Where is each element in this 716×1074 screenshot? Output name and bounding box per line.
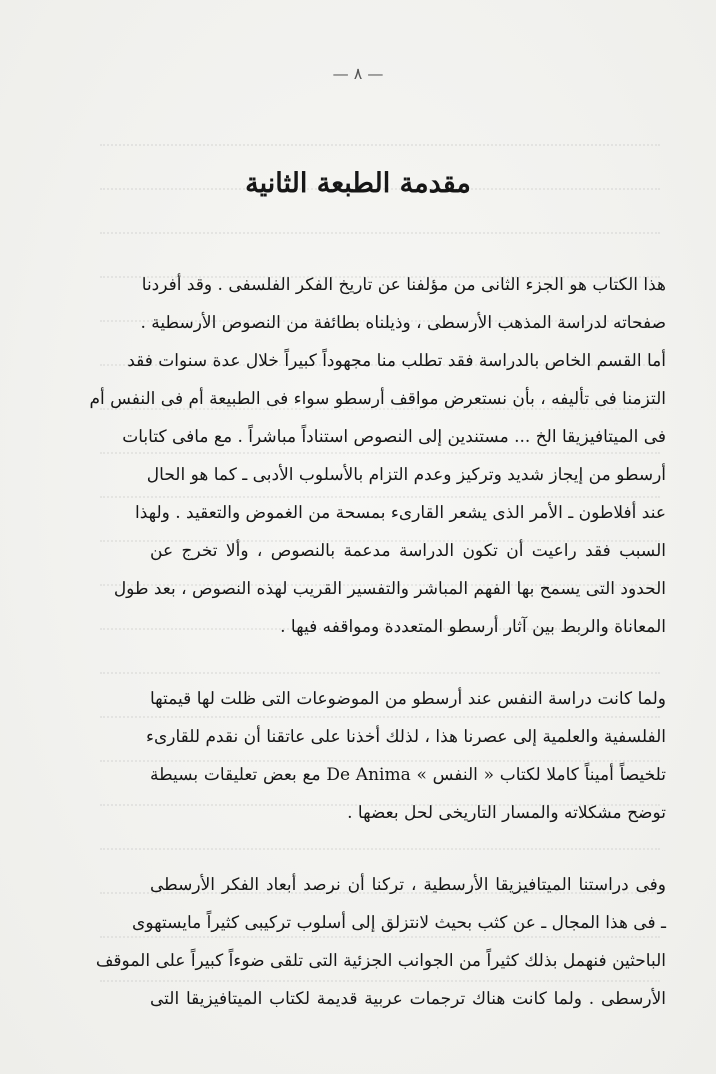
text-line: الأرسطى . ولما كانت هناك ترجمات عربية قديمة لكتاب الميتافيزيقا التى bbox=[150, 989, 666, 1009]
body-text bbox=[89, 266, 666, 1052]
page-title: مقدمة الطبعة الثانية bbox=[245, 168, 471, 199]
text-line: صفحاته لدراسة المذهب الأرسطى ، وذيلناه بطائفة من النصوص الأرسطية . bbox=[140, 313, 666, 333]
text-line: ـ فى هذا المجال ـ عن كثب بحيث لانتزلق إلى أسلوب تركيبى كثيراً مايستهوى bbox=[132, 913, 666, 933]
text-line: السبب فقد راعيت أن تكون الدراسة مدعمة بالنصوص ، وألا تخرج عن bbox=[150, 541, 666, 561]
paragraph-3 bbox=[95, 866, 666, 1018]
paragraph-1 bbox=[89, 266, 666, 646]
text-line: المعاناة والربط بين آثار أرسطو المتعددة ومواقفه فيها . bbox=[280, 617, 666, 637]
paragraph-2 bbox=[145, 680, 666, 832]
text-line: التزمنا فى تأليفه ، بأن نستعرض مواقف أرسطو سواء فى الطبيعة أم فى النفس أم bbox=[89, 389, 666, 409]
text-line: عند أفلاطون ـ الأمر الذى يشعر القارىء بمسحة من الغموض والتعقيد . ولهذا bbox=[134, 503, 666, 523]
text-line: تلخيصاً أميناً كاملا لكتاب « النفس » De Anima مع بعض تعليقات بسيطة bbox=[150, 765, 666, 785]
text-line: الفلسفية والعلمية إلى عصرنا هذا ، لذلك أخذنا على عاتقنا أن نقدم للقارىء bbox=[145, 727, 666, 747]
text-line: الحدود التى يسمح بها الفهم المباشر والتفسير القريب لهذه النصوص ، بعد طول bbox=[113, 579, 666, 599]
text-line: أما القسم الخاص بالدراسة فقد تطلب منا مجهوداً كبيراً خلال عدة سنوات فقد bbox=[127, 351, 666, 371]
page-number: — ٨ — bbox=[332, 64, 384, 83]
text-line: فى الميتافيزيقا الخ ... مستندين إلى النصوص استناداً مباشراً . مع مافى كتابات bbox=[122, 427, 666, 447]
text-line: وفى دراستنا الميتافيزيقا الأرسطية ، تركنا أن نرصد أبعاد الفكر الأرسطى bbox=[150, 875, 666, 895]
text-line: أرسطو من إيجاز شديد وتركيز وعدم التزام بالأسلوب الأدبى ـ كما هو الحال bbox=[146, 465, 666, 485]
text-line: توضح مشكلاته والمسار التاريخى لحل بعضها . bbox=[347, 803, 666, 823]
text-line: الباحثين فنهمل بذلك كثيراً من الجوانب الجزئية التى تلقى ضوءاً كبيراً على الموقف bbox=[95, 951, 666, 971]
text-line: هذا الكتاب هو الجزء الثانى من مؤلفنا عن تاريخ الفكر الفلسفى . وقد أفردنا bbox=[141, 275, 666, 295]
text-line: ولما كانت دراسة النفس عند أرسطو من الموضوعات التى ظلت لها قيمتها bbox=[150, 689, 666, 709]
